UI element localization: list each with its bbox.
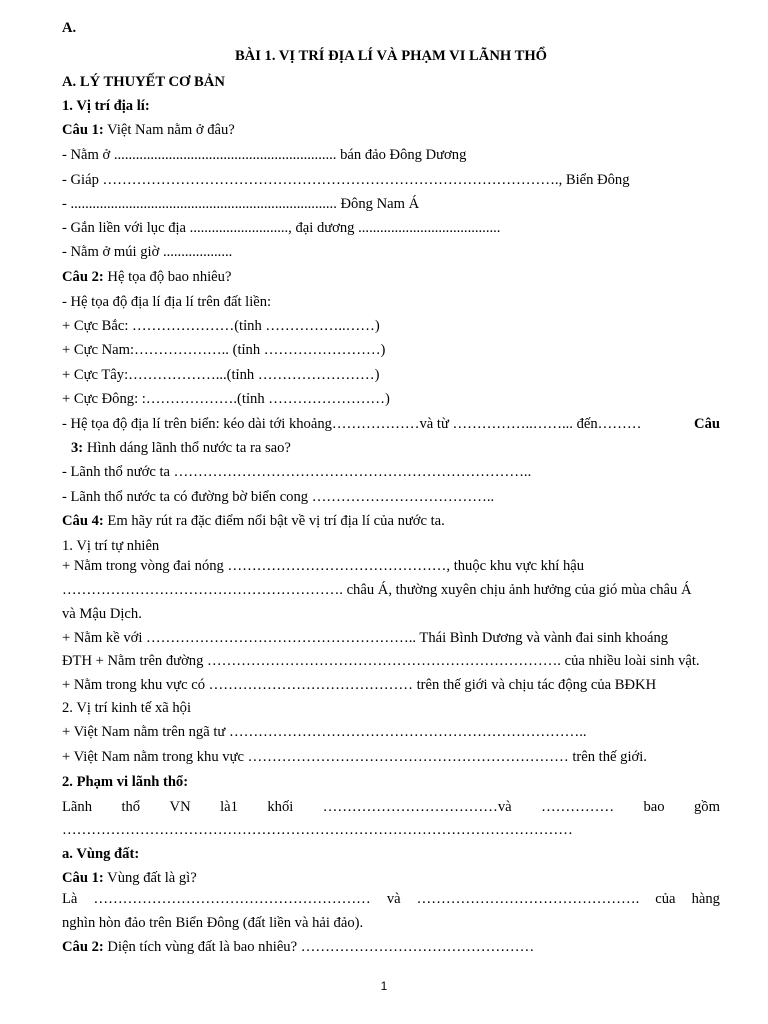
question-label: Câu 4: <box>62 513 104 529</box>
subsection-1-heading: 1. Vị trí địa lí: <box>62 98 150 114</box>
vung-dat-question-2 <box>62 937 720 957</box>
word: gồm <box>694 799 720 815</box>
word: Lãnh <box>62 799 92 815</box>
q2-line: + Cực Bắc: …………………(tỉnh ……………..……) <box>62 318 380 334</box>
vung-dat-answer-continuation: nghìn hòn đảo trên Biển Đông (đất liền và hải đảo). <box>62 915 364 931</box>
q4-line: 1. Vị trí tự nhiên <box>62 538 160 554</box>
question-2 <box>62 267 720 287</box>
word: là1 <box>220 799 238 815</box>
word: và <box>386 891 401 907</box>
subsection-a-heading: a. Vùng đất: <box>62 846 140 862</box>
word: khối <box>267 799 294 815</box>
q2-line: + Cực Nam:……………….. (tỉnh ……………………) <box>62 342 386 358</box>
lesson-title: BÀI 1. VỊ TRÍ ĐỊA LÍ VÀ PHẠM VI LÃNH THỔ <box>234 48 548 64</box>
header-letter: A. <box>62 20 77 36</box>
q4-line: 2. Vị trí kinh tế xã hội <box>62 700 192 716</box>
word: …………… <box>541 799 615 815</box>
q4-line: + Việt Nam nằm trong khu vực ………………………………………………………… trên thế giới. <box>62 749 647 765</box>
pham-vi-line <box>62 797 720 817</box>
vung-dat-question-1 <box>62 868 720 888</box>
word: ………………………………………. <box>416 891 640 907</box>
q3-line: - Lãnh thổ nước ta ……………………………………………………………….. <box>62 464 532 480</box>
q2-line: + Cực Tây:………………...(tỉnh ……………………) <box>62 367 380 383</box>
word: ………………………………và <box>322 799 512 815</box>
question-3 <box>71 438 720 458</box>
word: hàng <box>691 891 720 907</box>
word: thổ <box>121 799 141 815</box>
section-a-heading: A. LÝ THUYẾT CƠ BẢN <box>62 74 225 90</box>
question-text: Hình dáng lãnh thổ nước ta ra sao? <box>83 440 291 456</box>
question-label: 3: <box>71 440 84 456</box>
question-text: Việt Nam nằm ở đâu? <box>103 122 235 138</box>
question-label: Câu 1: <box>62 870 104 886</box>
q1-line: - ......................................................................... Đông Nam Á <box>62 196 420 212</box>
subsection-2-heading: 2. Phạm vi lãnh thổ: <box>62 774 189 790</box>
word: bao <box>643 799 665 815</box>
question-3-label-start: Câu <box>694 416 720 432</box>
sea-coordinate-text: - Hệ tọa độ địa lí trên biển: kéo dài tới khoảng………………và từ ……………..……... đến……… <box>62 416 642 432</box>
q4-line: + Nằm trong vòng đai nóng ………………………………………, thuộc khu vực khí hậu <box>62 558 585 574</box>
vung-dat-answer-line <box>62 889 720 909</box>
word: VN <box>169 799 191 815</box>
question-label: Câu 2: <box>62 939 104 955</box>
q1-line: - Nằm ở ............................................................. bán đảo Đông Dương <box>62 147 467 163</box>
q4-line: + Nằm kề với ……………………………………………….. Thái Bình Dương và vành đai sinh khoáng <box>62 630 669 646</box>
q4-line: …………………………………………………. châu Á, thường xuyên chịu ảnh hưởng của gió mùa châu Á <box>62 582 692 598</box>
q1-line: - Giáp …………………………………………………………………………………., Biển Đông <box>62 172 630 188</box>
word: ………………………………………………… <box>93 891 371 907</box>
question-text: Em hãy rút ra đặc điểm nổi bật về vị trí địa lí của nước ta. <box>103 513 445 529</box>
q2-line: - Hệ tọa độ địa lí địa lí trên đất liền: <box>62 294 272 310</box>
q4-line: + Việt Nam nằm trên ngã tư ……………………………………………………………….. <box>62 724 587 740</box>
q2-line: + Cực Đông: :……………….(tỉnh ……………………) <box>62 391 390 407</box>
question-text: Diện tích vùng đất là bao nhiêu? ………………………………………… <box>103 939 535 955</box>
q4-line: và Mậu Dịch. <box>62 606 142 622</box>
question-label: Câu 2: <box>62 269 104 285</box>
question-4 <box>62 511 720 531</box>
q3-line: - Lãnh thổ nước ta có đường bờ biển cong ……………………………….. <box>62 489 495 505</box>
q2-sea-line <box>62 414 720 434</box>
q4-line: + Nằm trong khu vực có …………………………………… trên thế giới và chịu tác động của BĐKH <box>62 677 657 693</box>
page-number: 1 <box>380 979 388 993</box>
q1-line: - Nằm ở múi giờ ................... <box>62 244 233 260</box>
question-1 <box>62 120 720 140</box>
q1-line: - Gắn liền với lục địa ..........................., đại dương ....................................... <box>62 220 501 236</box>
question-label: Câu 1: <box>62 122 104 138</box>
q4-line: ĐTH + Nằm trên đường ………………………………………………………………. của nhiều loài sinh vật. <box>62 653 700 669</box>
question-text: Hệ tọa độ bao nhiêu? <box>103 269 232 285</box>
word: của <box>655 891 676 907</box>
word: Là <box>62 891 78 907</box>
pham-vi-continuation: …………………………………………………………………………………………… <box>62 822 573 838</box>
question-text: Vùng đất là gì? <box>103 870 197 886</box>
